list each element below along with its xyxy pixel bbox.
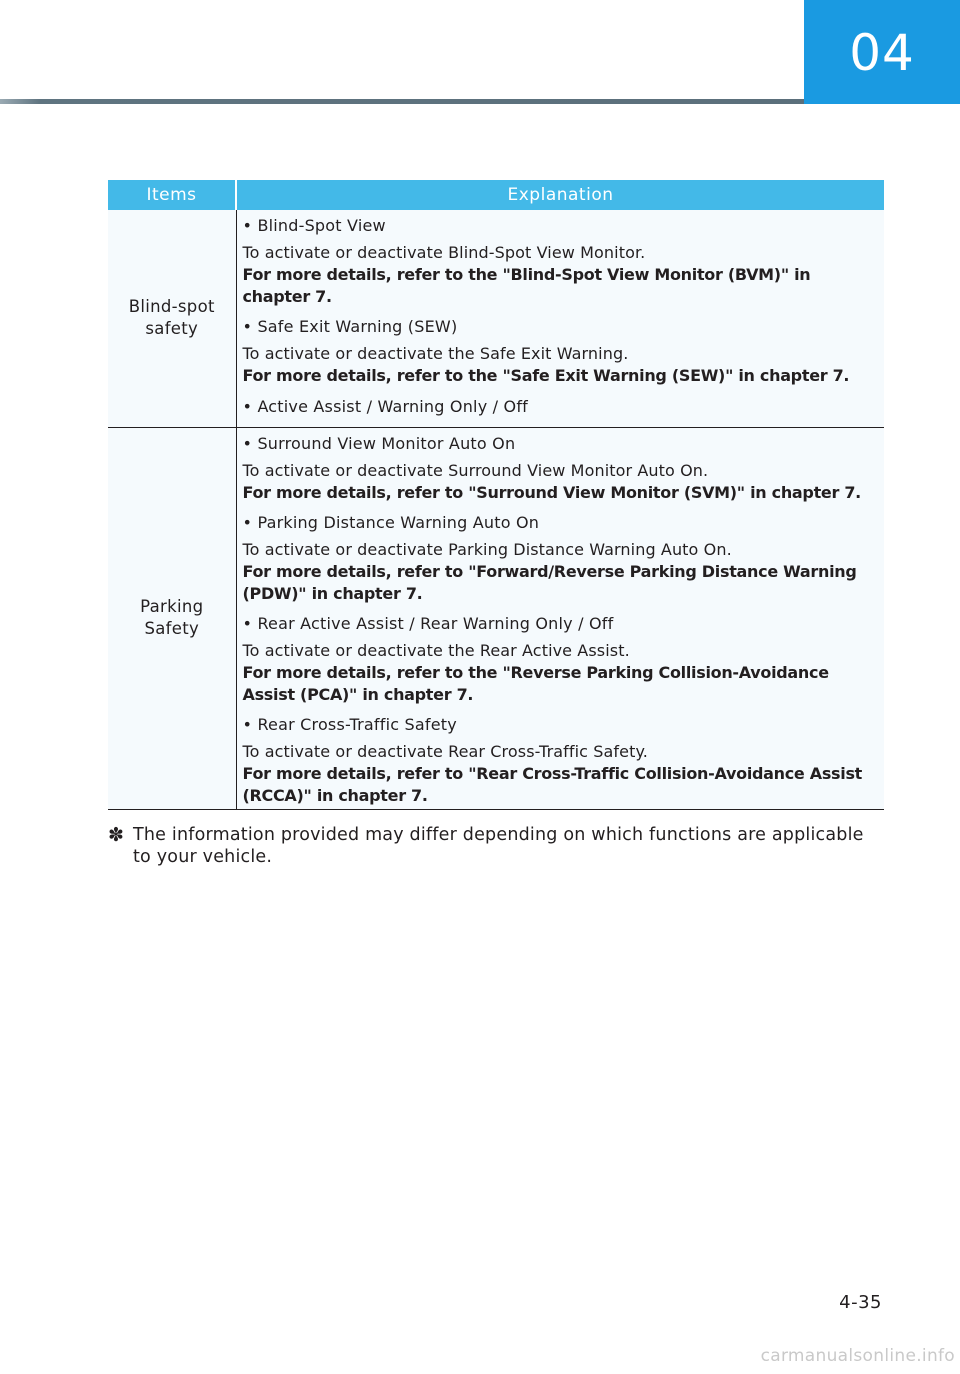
- watermark: carmanualsonline.info: [760, 1346, 955, 1366]
- explanation-cell: [236, 427, 884, 810]
- header-rule: [0, 99, 804, 104]
- entry-title: • Blind-Spot View: [243, 215, 879, 237]
- entry-description: To activate or deactivate Blind-Spot View Monitor.: [242, 243, 646, 262]
- entry-reference: For more details, refer to "Forward/Reverse Parking Distance Warning (PDW)" in chapter 7.: [242, 562, 857, 603]
- footnote-mark: ✽: [108, 824, 125, 846]
- table-row: [108, 210, 884, 427]
- entry-description: To activate or deactivate the Safe Exit Warning.: [242, 344, 629, 363]
- list-item: [243, 714, 879, 806]
- entry-title: • Rear Cross-Traffic Safety: [243, 714, 879, 736]
- chapter-number: 04: [849, 24, 915, 82]
- list-item: [243, 433, 879, 504]
- footnote-text: The information provided may differ depending on which functions are applicable to your vehicle.: [133, 825, 864, 867]
- entry-description: To activate or deactivate Parking Distance Warning Auto On.: [242, 540, 732, 559]
- table-row: [108, 427, 884, 810]
- entry-title: • Surround View Monitor Auto On: [243, 433, 879, 455]
- entry-reference: For more details, refer to "Rear Cross-Traffic Collision-Avoidance Assist (RCCA)" in chapter 7.: [242, 764, 863, 805]
- entry-description: To activate or deactivate the Rear Active Assist.: [242, 641, 630, 660]
- list-item: [243, 215, 879, 307]
- entry-description: To activate or deactivate Surround View Monitor Auto On.: [242, 460, 709, 480]
- explanation-cell: [236, 210, 884, 427]
- item-cell-blind-spot: Blind-spot safety: [108, 210, 236, 427]
- entry-description: To activate or deactivate Rear Cross-Traffic Safety.: [242, 742, 648, 761]
- entry-reference: For more details, refer to the "Reverse Parking Collision-Avoidance Assist (PCA)" in chapter 7.: [242, 663, 829, 704]
- header-explanation: Explanation: [236, 180, 884, 210]
- entry-title: • Active Assist / Warning Only / Off: [243, 396, 879, 418]
- entry-title: • Parking Distance Warning Auto On: [243, 512, 879, 534]
- entry-reference: For more details, refer to "Surround View Monitor (SVM)" in chapter 7.: [242, 482, 861, 502]
- entry-reference: For more details, refer to the "Blind-Spot View Monitor (BVM)" in chapter 7.: [242, 265, 811, 306]
- entry-reference: For more details, refer to the "Safe Exit Warning (SEW)" in chapter 7.: [242, 366, 850, 385]
- settings-table: [108, 180, 884, 810]
- list-item: [243, 396, 879, 418]
- list-item: [243, 512, 879, 604]
- chapter-tab: [804, 0, 960, 104]
- list-item: [243, 316, 879, 387]
- entry-title: • Safe Exit Warning (SEW): [243, 316, 879, 338]
- list-item: [243, 613, 879, 705]
- header-items: Items: [108, 180, 236, 210]
- footnote: [108, 824, 868, 868]
- entry-title: • Rear Active Assist / Rear Warning Only / Off: [243, 613, 879, 635]
- table-header-row: [108, 180, 884, 210]
- page-number: 4-35: [839, 1292, 882, 1313]
- item-cell-parking: Parking Safety: [108, 427, 236, 810]
